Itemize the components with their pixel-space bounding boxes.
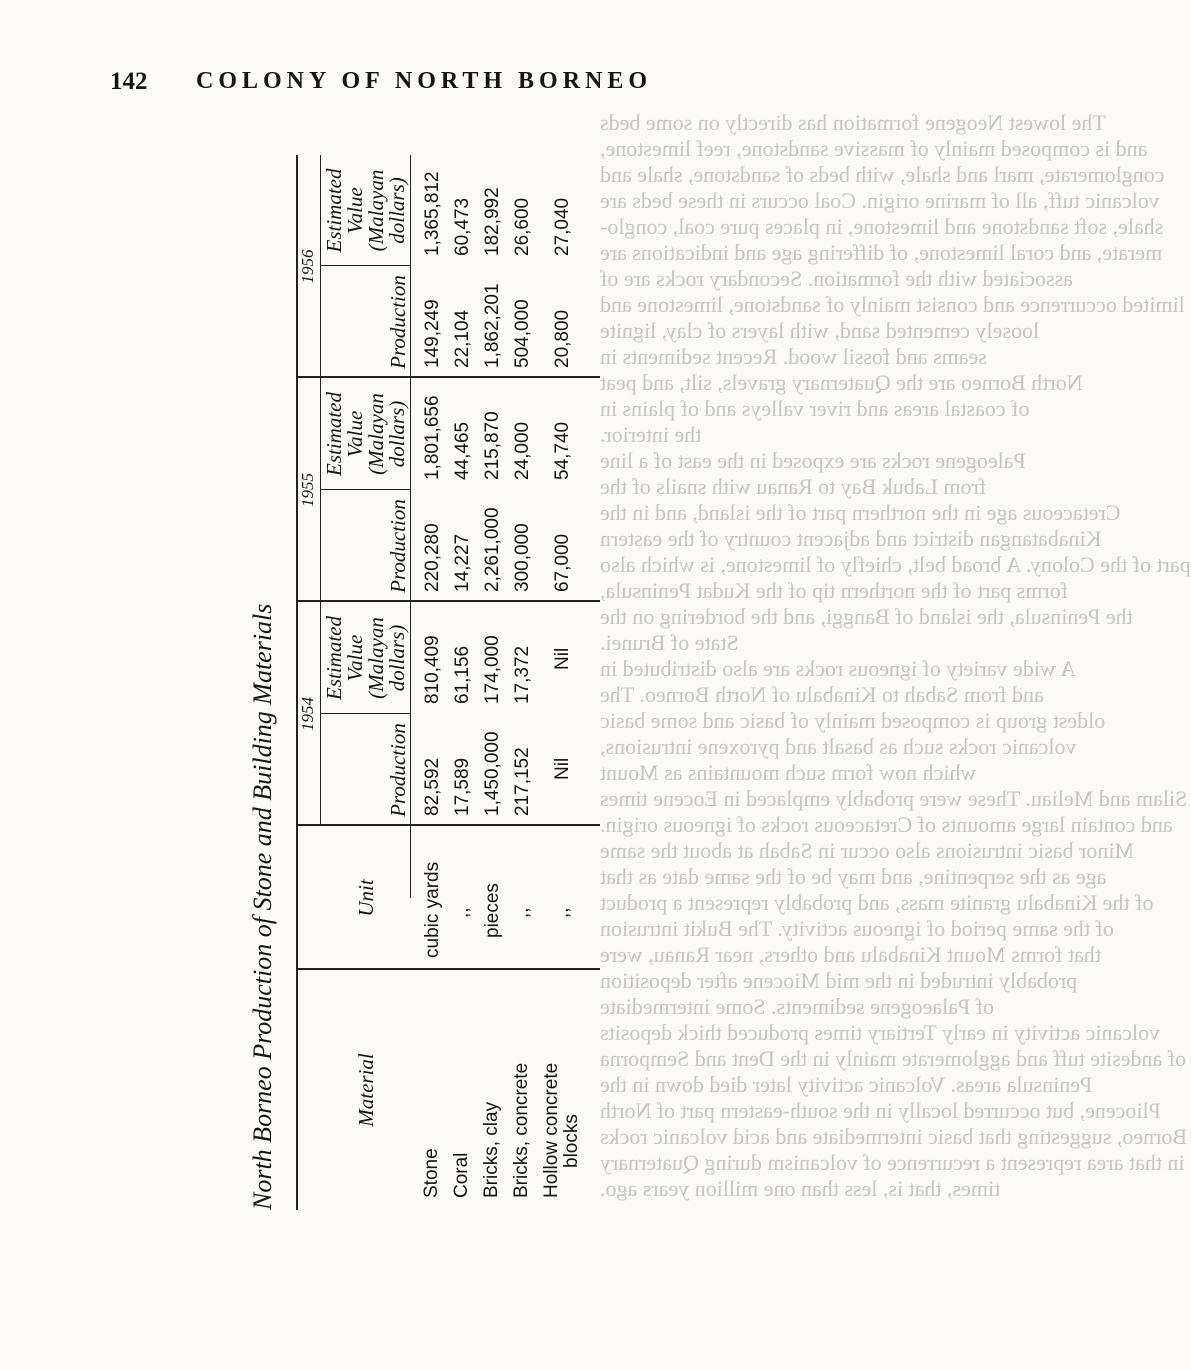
rule-years: [320, 155, 321, 826]
bleed-through-line: volcanic rocks such as basalt and pyroxene intrusions,: [600, 734, 1077, 759]
bleed-through-line: merate, and coral limestone, of differing age and indications are: [600, 240, 1163, 265]
rule-col-1: [296, 968, 600, 970]
value-1954-cell: 61,156: [452, 645, 473, 704]
unit-cell: ,,: [452, 907, 473, 918]
value-1955-cell: 1,801,656: [422, 395, 443, 480]
rule-col-2: [296, 824, 600, 826]
bleed-through-line: conglomerate, marl and shale, with beds of sandstone, shale and: [600, 162, 1165, 187]
bleed-through-line: Cretaceous age in the northern part of the island, and in the: [600, 500, 1121, 525]
material-header: Material: [354, 1053, 378, 1127]
value-header-line: (Malayan: [364, 617, 388, 699]
production-table: [248, 155, 600, 1210]
value-header-1956: [324, 155, 408, 266]
value-1954-cell: 17,372: [512, 645, 533, 704]
bleed-through-line: of andesite tuff and agglomerate mainly in the Dent and Semporna: [600, 1046, 1187, 1071]
production-header-1956: Production: [386, 275, 410, 369]
bleed-through-line: loosely cemented sand, with layers of clay, lignite: [600, 318, 1040, 343]
bleed-through-line: and is composed mainly of massive sandstone, reef limestone,: [600, 136, 1148, 161]
value-1954-cell: Nil: [552, 647, 573, 670]
value-header-line: Estimated: [322, 168, 346, 253]
bleed-through-line: in that area represent a recurrence of volcanism during Quaternary: [600, 1150, 1185, 1175]
production-1955-cell: 2,261,000: [482, 507, 503, 592]
value-header-1954: [324, 602, 408, 714]
production-1956-cell: 20,800: [552, 309, 573, 368]
material-line: blocks: [560, 1114, 582, 1168]
value-header-1955: [324, 378, 408, 490]
bleed-through-line: of Palaeogene sediments. Some intermediate: [600, 994, 995, 1019]
page-number: 142: [110, 68, 148, 95]
value-header-line: Value: [343, 187, 367, 234]
bleed-through-line: part of the Colony. A broad belt, chiefly of limestone, is which also: [600, 552, 1191, 577]
unit-cell: pieces: [482, 883, 503, 938]
bleed-through-line: Peninsula areas. Volcanic activity later died down in the: [600, 1072, 1093, 1097]
production-1956-cell: 504,000: [512, 299, 533, 368]
rule-subheaders: [410, 155, 411, 898]
page-header: [0, 68, 800, 108]
bleed-through-line: Paleogene rocks are exposed in the east of a line: [600, 448, 1026, 473]
bleed-through-line: from Labuk Bay to Ranau with snails of the: [600, 474, 987, 499]
value-header-line: dollars): [385, 177, 409, 244]
value-header-line: Estimated: [322, 616, 346, 700]
bleed-through-line: A wide variety of igneous rocks are also distributed in: [600, 656, 1076, 681]
production-1955-cell: 14,227: [452, 533, 473, 592]
unit-header: Unit: [354, 879, 378, 917]
bleed-through-line: Pliocene, but occurred locally in the south-eastern part of North: [600, 1098, 1161, 1123]
production-1955-cell: 300,000: [512, 523, 533, 592]
value-1956-cell: 1,365,812: [422, 171, 443, 256]
bleed-through-line: the Peninsula, the island of Banggi, and the bordering on the: [600, 604, 1133, 629]
bleed-through-line: of coastal areas and river valleys and of plains in: [600, 396, 1030, 421]
material-cell: Bricks, clay: [481, 1101, 502, 1198]
bleed-through-line: the interior.: [600, 422, 702, 447]
bleed-through-line: forms part of the northern tip of the Kudat Peninsula,: [600, 578, 1069, 603]
bleed-through-text: [600, 110, 1191, 1230]
value-header-line: (Malayan: [364, 169, 388, 252]
bleed-through-line: volcanic activity in early Tertiary times produced thick deposits: [600, 1020, 1161, 1045]
bleed-through-line: The lowest Neogene formation has directly on some beds: [600, 110, 1106, 135]
material-cell: Stone: [421, 1148, 442, 1198]
value-header-line: dollars): [385, 624, 409, 692]
unit-cell: ,,: [552, 907, 573, 918]
bleed-through-line: and contain large amounts of Cretaceous rocks of igneous origin.: [600, 812, 1173, 837]
bleed-through-line: Kinabatangan district and adjacent country of the eastern: [600, 526, 1102, 551]
production-1954-cell: Nil: [552, 757, 573, 780]
bleed-through-line: that forms Mount Kinabalu and others, near Ranau, were: [600, 942, 1101, 967]
year-1956: 1956: [298, 249, 317, 284]
bleed-through-line: shale, soft sandstone and limestone, in places pure coal, conglo-: [600, 214, 1164, 239]
bleed-through-line: Silam and Meliau. These were probably emplaced in Eocene times: [600, 786, 1188, 811]
bleed-through-line: Minor basic intrusions also occur in Sabah at about the same: [600, 838, 1134, 863]
value-1955-cell: 24,000: [512, 421, 533, 480]
bleed-through-line: of the Kinabalu granite mass, and probably represent a product: [600, 890, 1154, 915]
production-1955-cell: 67,000: [552, 533, 573, 592]
unit-cell: ,,: [512, 907, 533, 918]
production-1956-cell: 149,249: [422, 299, 443, 368]
value-1956-cell: 26,600: [512, 197, 533, 256]
production-header-1955: Production: [386, 499, 410, 593]
value-1955-cell: 54,740: [552, 421, 573, 480]
running-head: COLONY OF NORTH BORNEO: [196, 68, 653, 94]
value-1956-cell: 60,473: [452, 197, 473, 256]
bleed-through-line: State of Brunei.: [600, 630, 739, 655]
value-header-line: Estimated: [322, 392, 346, 476]
value-1954-cell: 810,409: [422, 635, 443, 704]
value-header-line: Value: [343, 410, 367, 458]
material-cell: Bricks, concrete: [511, 1062, 532, 1198]
value-header-line: (Malayan: [364, 393, 388, 475]
bleed-through-line: North Borneo are the Quaternary gravels, silt, and peat: [600, 370, 1083, 395]
bleed-through-line: associated with the formation. Secondary rocks are of: [600, 266, 1073, 291]
table-caption: North Borneo Production of Stone and Building Materials: [248, 603, 277, 1210]
year-1955: 1955: [298, 473, 317, 507]
material-cell: Coral: [451, 1152, 472, 1198]
bleed-through-line: limited occurrence and consist mainly of sandstone, limestone and: [600, 292, 1185, 317]
value-header-line: dollars): [385, 400, 409, 468]
value-1955-cell: 215,870: [482, 411, 503, 480]
value-1955-cell: 44,465: [452, 421, 473, 480]
bleed-through-line: Borneo, suggesting that basic intermediate and acid volcanic rocks: [600, 1124, 1188, 1149]
production-1954-cell: 217,152: [512, 747, 533, 816]
bleed-through-line: probably intruded in the mid Miocene after deposition: [600, 968, 1078, 993]
value-1954-cell: 174,000: [482, 635, 503, 704]
bleed-through-line: oldest group is composed mainly of basic and some basic: [600, 708, 1106, 733]
value-1956-cell: 27,040: [552, 197, 573, 256]
material-line: Hollow concrete: [541, 1062, 562, 1198]
production-1956-cell: 1,862,201: [482, 283, 503, 368]
unit-cell: cubic yards: [422, 861, 443, 958]
bleed-through-line: which now form such mountains as Mount: [600, 760, 977, 785]
value-header-line: Value: [343, 634, 367, 682]
value-1956-cell: 182,992: [482, 187, 503, 256]
production-1955-cell: 220,280: [422, 523, 443, 592]
production-1954-cell: 82,592: [422, 757, 443, 816]
production-1954-cell: 17,589: [452, 757, 473, 816]
bleed-through-line: seams and fossil wood. Recent sediments in: [600, 344, 987, 369]
bleed-through-line: times, that is, less than one million years ago.: [600, 1176, 1001, 1201]
bleed-through-line: of the same period of igneous activity. The Bukit intrusion: [600, 916, 1114, 941]
production-1956-cell: 22,104: [452, 309, 473, 368]
year-1954: 1954: [298, 697, 317, 731]
bleed-through-line: age as the serpentine, and may be of the same date as that: [600, 864, 1107, 889]
bleed-through-line: volcanic tuff, all of marine origin. Coal occurs in these beds are: [600, 188, 1160, 213]
production-1954-cell: 1,450,000: [482, 731, 503, 816]
production-header-1954: Production: [386, 723, 410, 817]
material-cell: [542, 1063, 582, 1198]
bleed-through-line: and from Sabah to Kinabalu of North Borneo. The: [600, 682, 1044, 707]
